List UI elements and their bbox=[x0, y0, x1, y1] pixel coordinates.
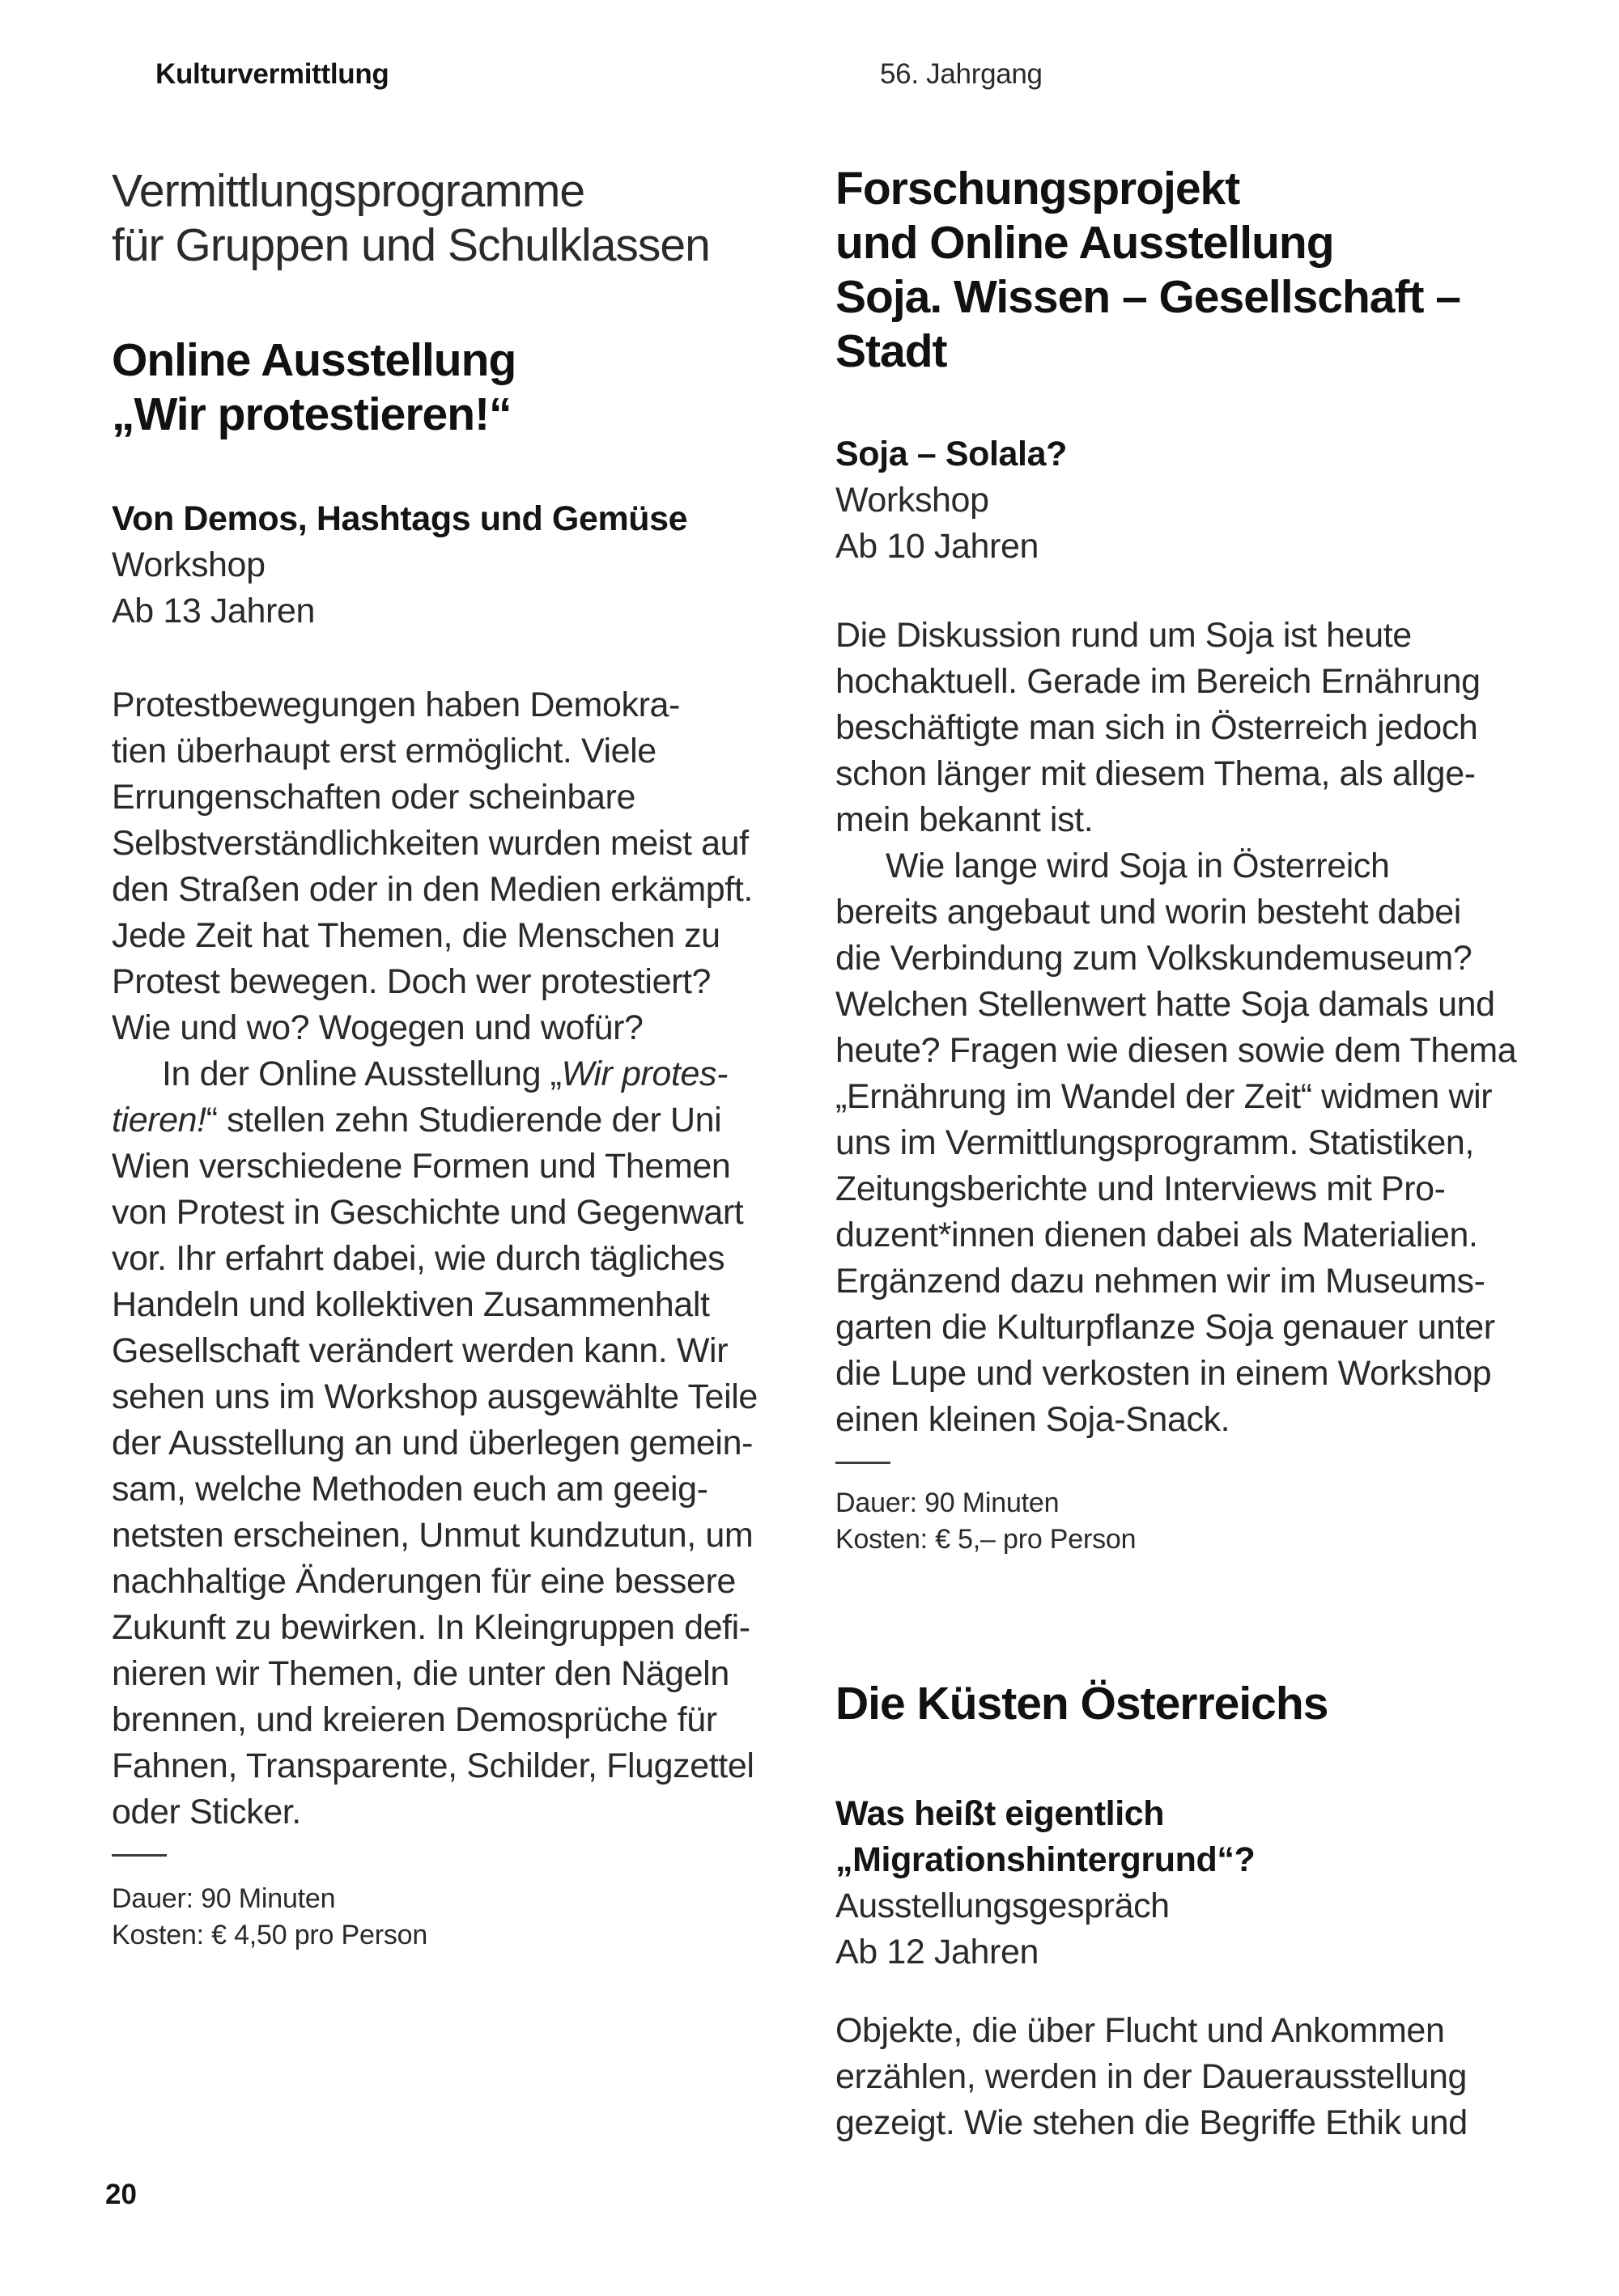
program-title-left bbox=[112, 333, 824, 442]
text-line: Wie lange wird Soja in Österreich bbox=[886, 847, 1390, 885]
section-title bbox=[112, 164, 824, 273]
program-meta-right bbox=[835, 431, 1548, 570]
program-info-left bbox=[112, 1881, 678, 1954]
text-line: von Protest in Geschichte und Gegenwart bbox=[112, 1193, 744, 1232]
text-line: schon länger mit diesem Thema, als allge- bbox=[835, 754, 1476, 793]
text-line: In der Online Ausstellung „Wir protes- bbox=[162, 1055, 729, 1093]
program-body-coasts bbox=[835, 2008, 1580, 2146]
text-line: Handeln und kollektiven Zusammenhalt bbox=[112, 1285, 710, 1324]
text-line: „Wir protestieren!“ bbox=[112, 388, 512, 440]
text-line: bereits angebaut und worin besteht dabei bbox=[835, 893, 1461, 932]
text-line: tieren!“ stellen zehn Studierende der Uni bbox=[112, 1101, 722, 1140]
text-line: gezeigt. Wie stehen die Begriffe Ethik und bbox=[835, 2103, 1468, 2142]
program-subtitle: Soja – Solala? bbox=[835, 435, 1067, 473]
text-line: Welchen Stellenwert hatte Soja damals und bbox=[835, 985, 1495, 1024]
duration-label: Dauer: 90 Minuten bbox=[112, 1883, 336, 1914]
text-line: der Ausstellung an und überlegen gemein- bbox=[112, 1424, 754, 1462]
text-line: Errungenschaften oder scheinbare bbox=[112, 778, 635, 817]
text-line: die Lupe und verkosten in einem Workshop bbox=[835, 1354, 1492, 1393]
text-line: netsten erscheinen, Unmut kundzutun, um bbox=[112, 1516, 754, 1555]
text-line: Die Diskussion rund um Soja ist heute bbox=[835, 616, 1412, 655]
cost-label: Kosten: € 4,50 pro Person bbox=[112, 1920, 428, 1950]
text-line: nachhaltige Änderungen für eine bessere bbox=[112, 1562, 736, 1601]
text-line: Protestbewegungen haben Demokra- bbox=[112, 685, 680, 724]
text-line: Online Ausstellung bbox=[112, 334, 516, 386]
text-line: Gesellschaft verändert werden kann. Wir bbox=[112, 1331, 729, 1370]
running-head-right: 56. Jahrgang bbox=[880, 58, 1043, 90]
text-line: Selbstverständlichkeiten wurden meist auf bbox=[112, 824, 749, 863]
program-age: Ab 10 Jahren bbox=[835, 527, 1039, 566]
program-body-right bbox=[835, 613, 1580, 1443]
program-meta-left bbox=[112, 496, 824, 634]
text-line: oder Sticker. bbox=[112, 1793, 301, 1831]
text-line: den Straßen oder in den Medien erkämpft. bbox=[112, 870, 753, 909]
text-line: Zukunft zu bewirken. In Kleingruppen defi- bbox=[112, 1608, 750, 1647]
text-line: sam, welche Methoden euch am geeig- bbox=[112, 1470, 708, 1509]
text-line: uns im Vermittlungsprogramm. Statistiken, bbox=[835, 1123, 1474, 1162]
text-line: Zeitungsberichte und Interviews mit Pro- bbox=[835, 1169, 1446, 1208]
divider-right bbox=[835, 1462, 890, 1464]
text-line: mein bekannt ist. bbox=[835, 800, 1094, 839]
program-format: Workshop bbox=[835, 481, 989, 520]
program-format: Workshop bbox=[112, 545, 266, 584]
text-line: Wien verschiedene Formen und Themen bbox=[112, 1147, 731, 1186]
program-info-right bbox=[835, 1485, 1402, 1558]
text-line: garten die Kulturpflanze Soja genauer unter bbox=[835, 1308, 1495, 1347]
program-age: Ab 12 Jahren bbox=[835, 1933, 1039, 1971]
text-line: erzählen, werden in der Dauerausstellung bbox=[835, 2057, 1467, 2096]
text-line: hochaktuell. Gerade im Bereich Ernährung bbox=[835, 662, 1481, 701]
divider-left bbox=[112, 1854, 167, 1857]
program-body-left bbox=[112, 682, 840, 1836]
program-title-right bbox=[835, 162, 1564, 379]
running-head-left: Kulturvermittlung bbox=[155, 58, 389, 90]
text-line: Forschungsprojekt bbox=[835, 163, 1240, 214]
duration-label: Dauer: 90 Minuten bbox=[835, 1488, 1060, 1518]
program-meta-coasts bbox=[835, 1791, 1580, 1976]
text-line: für Gruppen und Schulklassen bbox=[112, 219, 710, 271]
text-line: Wie und wo? Wogegen und wofür? bbox=[112, 1008, 644, 1047]
text-line: Protest bewegen. Doch wer protestiert? bbox=[112, 962, 712, 1001]
text-line: sehen uns im Workshop ausgewählte Teile bbox=[112, 1377, 758, 1416]
text-line: vor. Ihr erfahrt dabei, wie durch tägliches bbox=[112, 1239, 725, 1278]
page-number: 20 bbox=[105, 2179, 137, 2210]
text-line: Objekte, die über Flucht und Ankommen bbox=[835, 2011, 1445, 2050]
program-age: Ab 13 Jahren bbox=[112, 592, 315, 630]
text-line: „Migrationshintergrund“? bbox=[835, 1840, 1256, 1879]
program-subtitle: Von Demos, Hashtags und Gemüse bbox=[112, 499, 688, 538]
text-line: einen kleinen Soja-Snack. bbox=[835, 1400, 1230, 1439]
text-line: Was heißt eigentlich bbox=[835, 1794, 1165, 1833]
text-line: Soja. Wissen – Gesellschaft – bbox=[835, 271, 1461, 323]
text-line: Fahnen, Transparente, Schilder, Flugzettel bbox=[112, 1746, 754, 1785]
text-line: Ergänzend dazu nehmen wir im Museums- bbox=[835, 1262, 1485, 1301]
program-format: Ausstellungsgespräch bbox=[835, 1886, 1170, 1925]
text-line: und Online Ausstellung bbox=[835, 217, 1334, 269]
text-line: heute? Fragen wie diesen sowie dem Thema bbox=[835, 1031, 1517, 1070]
text-line: „Ernährung im Wandel der Zeit“ widmen wir bbox=[835, 1077, 1493, 1116]
text-line: beschäftigte man sich in Österreich jedoch bbox=[835, 708, 1478, 747]
text-line: nieren wir Themen, die unter den Nägeln bbox=[112, 1654, 729, 1693]
text-line: duzent*innen dienen dabei als Materialien. bbox=[835, 1216, 1478, 1254]
cost-label: Kosten: € 5,– pro Person bbox=[835, 1524, 1137, 1555]
section-title-coasts: Die Küsten Österreichs bbox=[835, 1678, 1328, 1729]
text-line: Stadt bbox=[835, 325, 947, 377]
text-line: die Verbindung zum Volkskundemuseum? bbox=[835, 939, 1472, 978]
text-line: tien überhaupt erst ermöglicht. Viele bbox=[112, 732, 657, 770]
text-line: Jede Zeit hat Themen, die Menschen zu bbox=[112, 916, 720, 955]
program-subtitle-lines bbox=[835, 1791, 1580, 1883]
text-line: Vermittlungsprogramme bbox=[112, 165, 585, 217]
text-line: brennen, und kreieren Demosprüche für bbox=[112, 1700, 717, 1739]
